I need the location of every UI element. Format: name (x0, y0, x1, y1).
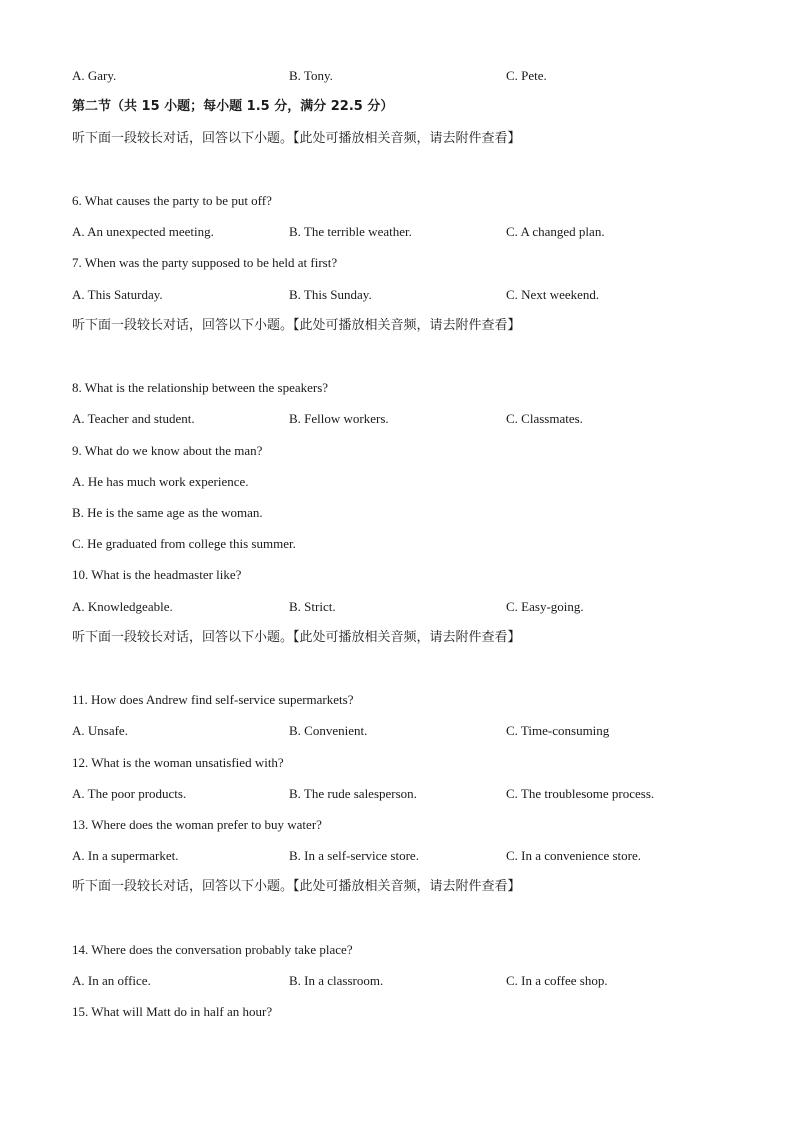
q12-option-a: A. The poor products. (72, 786, 187, 801)
q13-option-c: C. In a convenience store. (506, 848, 642, 863)
question-7: 7. When was the party supposed to be held at first? (72, 255, 338, 270)
q9-option-b: B. He is the same age as the woman. (72, 505, 263, 520)
option-c: C. Pete. (506, 68, 547, 83)
q6-option-b: B. The terrible weather. (289, 224, 412, 239)
q11-option-b: B. Convenient. (289, 723, 368, 738)
q6-option-c: C. A changed plan. (506, 224, 605, 239)
q8-option-a: A. Teacher and student. (72, 411, 195, 426)
question-8: 8. What is the relationship between the speakers? (72, 380, 329, 395)
q7-option-a: A. This Saturday. (72, 287, 163, 302)
section-heading: 第二节（共 15 小题；每小题 1.5 分，满分 22.5 分） (72, 99, 394, 114)
listening-instruction: 听下面一段较长对话，回答以下小题。【此处可播放相关音频，请去附件查看】 (72, 131, 521, 146)
q10-option-b: B. Strict. (289, 599, 336, 614)
q10-option-a: A. Knowledgeable. (72, 599, 173, 614)
q7-option-c: C. Next weekend. (506, 287, 600, 302)
question-13: 13. Where does the woman prefer to buy water? (72, 817, 322, 832)
option-a: A. Gary. (72, 68, 117, 83)
question-6: 6. What causes the party to be put off? (72, 193, 272, 208)
q11-option-c: C. Time-consuming (506, 723, 610, 738)
q14-option-c: C. In a coffee shop. (506, 973, 608, 988)
q13-option-a: A. In a supermarket. (72, 848, 179, 863)
q13-option-b: B. In a self-service store. (289, 848, 419, 863)
q14-option-a: A. In an office. (72, 973, 151, 988)
question-14: 14. Where does the conversation probably take place? (72, 942, 353, 957)
q10-option-c: C. Easy-going. (506, 599, 584, 614)
listening-instruction: 听下面一段较长对话，回答以下小题。【此处可播放相关音频，请去附件查看】 (72, 879, 521, 894)
q14-option-b: B. In a classroom. (289, 973, 384, 988)
listening-instruction: 听下面一段较长对话，回答以下小题。【此处可播放相关音频，请去附件查看】 (72, 318, 521, 333)
q8-option-b: B. Fellow workers. (289, 411, 389, 426)
q12-option-b: B. The rude salesperson. (289, 786, 417, 801)
q8-option-c: C. Classmates. (506, 411, 583, 426)
q7-option-b: B. This Sunday. (289, 287, 372, 302)
listening-instruction: 听下面一段较长对话，回答以下小题。【此处可播放相关音频，请去附件查看】 (72, 630, 521, 645)
question-12: 12. What is the woman unsatisfied with? (72, 755, 284, 770)
q9-option-c: C. He graduated from college this summer. (72, 536, 296, 551)
q12-option-c: C. The troublesome process. (506, 786, 655, 801)
question-15: 15. What will Matt do in half an hour? (72, 1004, 273, 1019)
question-9: 9. What do we know about the man? (72, 443, 263, 458)
q9-option-a: A. He has much work experience. (72, 474, 249, 489)
option-b: B. Tony. (289, 68, 333, 83)
question-10: 10. What is the headmaster like? (72, 567, 242, 582)
question-11: 11. How does Andrew find self-service supermarkets? (72, 692, 354, 707)
q6-option-a: A. An unexpected meeting. (72, 224, 214, 239)
q11-option-a: A. Unsafe. (72, 723, 128, 738)
